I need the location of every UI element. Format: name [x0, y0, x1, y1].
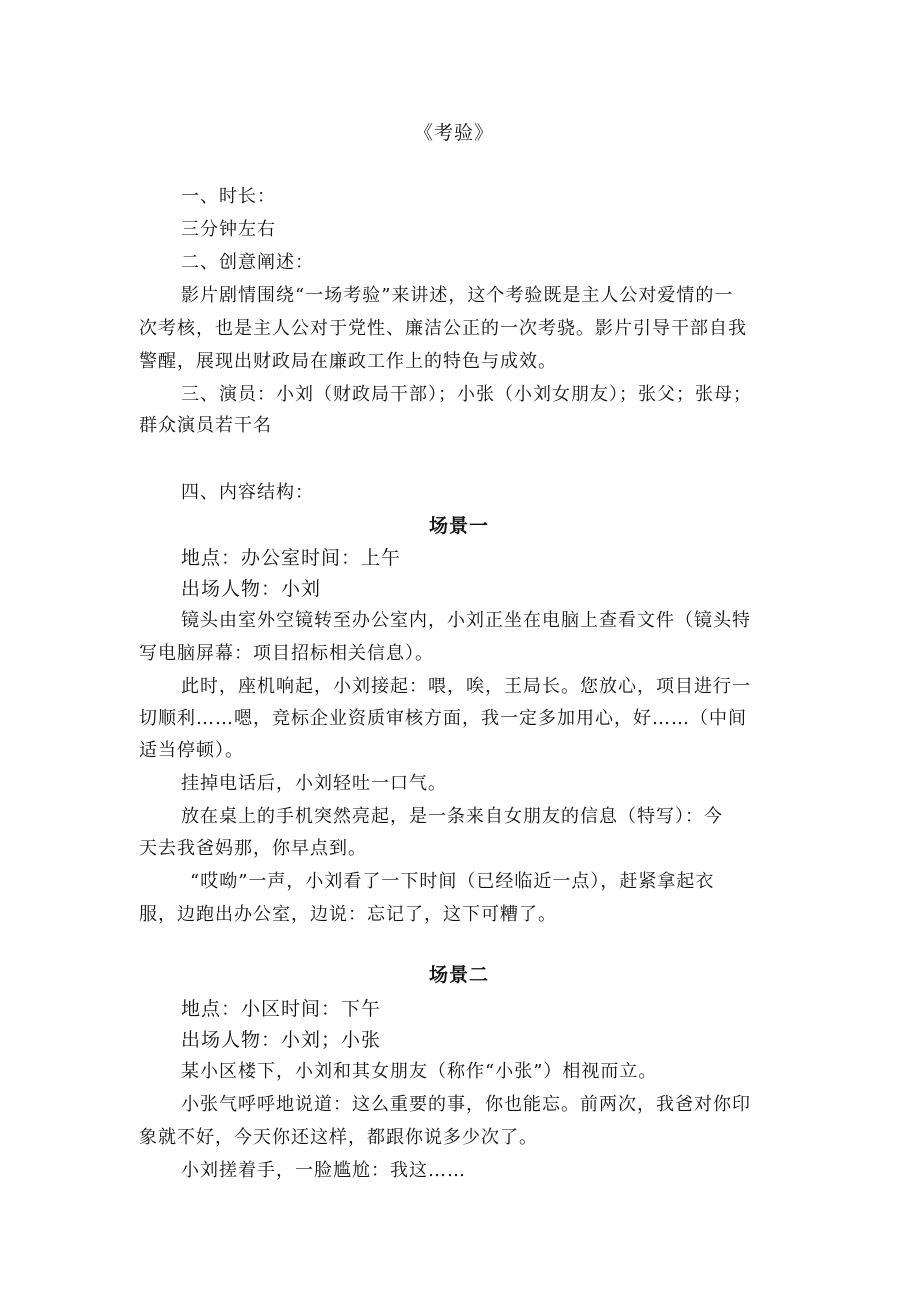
section-duration-body: 三分钟左右 — [181, 219, 276, 240]
scene-one-line: 写电脑屏幕：项目招标相关信息）。 — [139, 643, 434, 664]
scene-two-line: 象就不好，今天你还这样，都跟你说多少次了。 — [139, 1127, 538, 1148]
scene-one-line: 放在桌上的手机突然亮起，是一条来自女朋友的信息（特写）：今 — [181, 806, 723, 827]
section-concept-heading: 二、创意阐述： — [181, 252, 314, 273]
scene-two-line: 小张气呼呼地说道：这么重要的事，你也能忘。前两次，我爸对你印 — [181, 1094, 751, 1115]
scene-one-cast: 出场人物：小刘 — [181, 578, 322, 600]
scene-two-line: 小刘搓着手，一脸尴尬：我这…… — [181, 1160, 466, 1181]
section-duration-heading: 一、时长： — [181, 186, 276, 207]
scene-one-line: 服，边跑出办公室，边说：忘记了，这下可糟了。 — [139, 904, 557, 925]
scene-one-line: 镜头由室外空镜转至办公室内，小刘正坐在电脑上查看文件（镜头特 — [181, 610, 751, 631]
scene-one-line: 切顺利……嗯，竞标企业资质审核方面，我一定多加用心，好……（中间 — [139, 708, 747, 729]
concept-line: 影片剧情围绕“一场考验”来讲述，这个考验既是主人公对爱情的一 — [181, 285, 734, 306]
scene-one-heading: 场景一 — [429, 515, 490, 537]
scene-one-line: 此时，座机响起，小刘接起：喂，唉，王局长。您放心，项目进行一 — [181, 676, 751, 697]
section-cast-line: 群众演员若干名 — [139, 415, 272, 436]
scene-two-line: 某小区楼下，小刘和其女朋友（称作“小张”）相视而立。 — [181, 1061, 658, 1082]
scene-one-line: 适当停顿）。 — [139, 740, 244, 761]
scene-one-line: 天去我爸妈那，你早点到。 — [139, 838, 367, 859]
scene-one-place: 地点：办公室时间：上午 — [181, 547, 402, 569]
section-cast-line: 三、演员：小刘（财政局干部）；小张（小刘女朋友）；张父；张母； — [181, 384, 752, 405]
scene-one-line: “哎呦”一声，小刘看了一下时间（已经临近一点），赶紧拿起衣 — [190, 871, 715, 892]
section-structure-heading: 四、内容结构： — [181, 482, 314, 503]
scene-two-heading: 场景二 — [429, 964, 490, 986]
concept-line: 次考核，也是主人公对于党性、廉洁公正的一次考骁。影片引导干部自我 — [139, 318, 747, 339]
scene-two-cast: 出场人物：小刘；小张 — [181, 1029, 382, 1051]
scene-two-place: 地点：小区时间：下午 — [181, 998, 382, 1020]
document-title: 《考验》 — [414, 122, 495, 144]
scene-one-line: 挂掉电话后，小刘轻吐一口气。 — [181, 773, 447, 794]
concept-line: 警醒，展现出财政局在廉政工作上的特色与成效。 — [139, 351, 557, 372]
